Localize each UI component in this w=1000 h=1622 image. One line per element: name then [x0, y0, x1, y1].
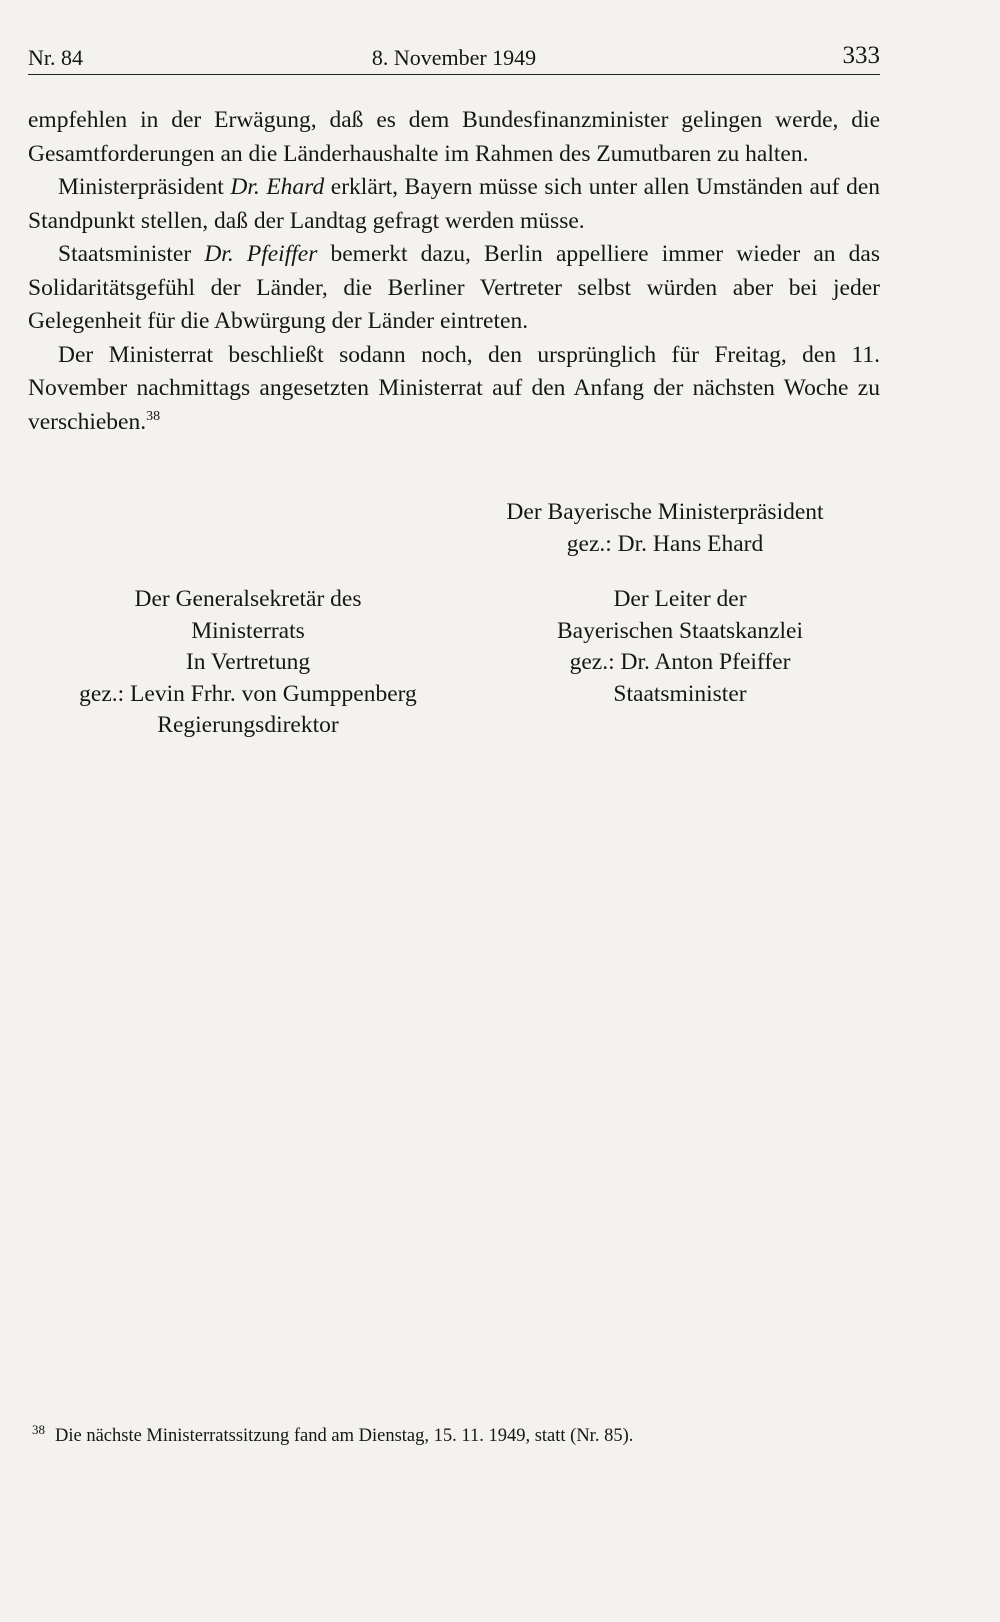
paragraph-pfeiffer-intro: Staatsminister [58, 241, 205, 267]
paragraph-ehard-intro: Ministerpräsident [58, 174, 231, 200]
footnote-reference: 38 [146, 408, 161, 424]
signature-rank: Staatsminister [613, 680, 747, 707]
speaker-name-pfeiffer: Dr. Pfeiffer [204, 241, 318, 267]
footnote [32, 1421, 882, 1448]
signature-block-chancellery-head [480, 584, 880, 710]
paragraph-decision-text: Der Ministerrat beschließt sodann noch, den ursprünglich für Freitag, den 11. November nachmittags angesetzten Ministerrat auf den Anfang der nächsten Woche zu verschieben. [28, 341, 880, 435]
paragraph-pfeiffer-text: bemerkt dazu, Berlin appelliere immer wieder an das Solidaritätsgefühl der Länder, die Berliner Vertreter selbst würden aber bei jeder Gelegenheit für die Abwürgung der Länder eintreten. [28, 241, 880, 334]
footnote-number: 38 [32, 1421, 45, 1437]
signature-title: Der Generalsekretär des [134, 586, 362, 612]
paragraph-recommendation: empfehlen in der Erwägung, daß es dem Bundesfinanzminister gelingen werde, die Gesamtforderungen an die Länderhaushalte im Rahmen des Zumutbaren zu halten. [28, 107, 880, 167]
page-number: 333 [842, 42, 880, 69]
signature-name: gez.: Dr. Anton Pfeiffer [569, 649, 791, 675]
signature-deputy-note: In Vertretung [185, 649, 311, 675]
paragraph-ehard [28, 171, 880, 238]
signature-block-president [455, 497, 875, 560]
paragraph-ehard-text: erklärt, Bayern müsse sich unter allen Umständen auf den Standpunkt stellen, daß der Landtag gefragt werden müsse. [28, 174, 880, 234]
signature-title: Der Leiter der [613, 586, 747, 612]
header-date: 8. November 1949 [371, 45, 537, 70]
signature-name: gez.: Levin Frhr. von Gumppenberg [79, 680, 417, 707]
signature-title-continued: Bayerischen Staatskanzlei [556, 617, 803, 644]
signature-title: Der Bayerische Ministerpräsident [506, 499, 824, 525]
speaker-name-ehard: Dr. Ehard [230, 174, 325, 200]
running-header [28, 42, 880, 74]
signature-name: gez.: Dr. Hans Ehard [566, 530, 764, 557]
body-text [28, 104, 880, 439]
signature-block-general-secretary [28, 584, 468, 742]
paragraph-pfeiffer [28, 238, 880, 339]
header-rule [28, 74, 880, 75]
paragraph-decision [28, 339, 880, 440]
footnote-text: Die nächste Ministerratssitzung fand am Dienstag, 15. 11. 1949, statt (Nr. 85). [55, 1426, 634, 1446]
signature-rank: Regierungsdirektor [157, 712, 339, 738]
signature-title-continued: Ministerrats [191, 617, 305, 644]
document-number: Nr. 84 [28, 45, 83, 70]
